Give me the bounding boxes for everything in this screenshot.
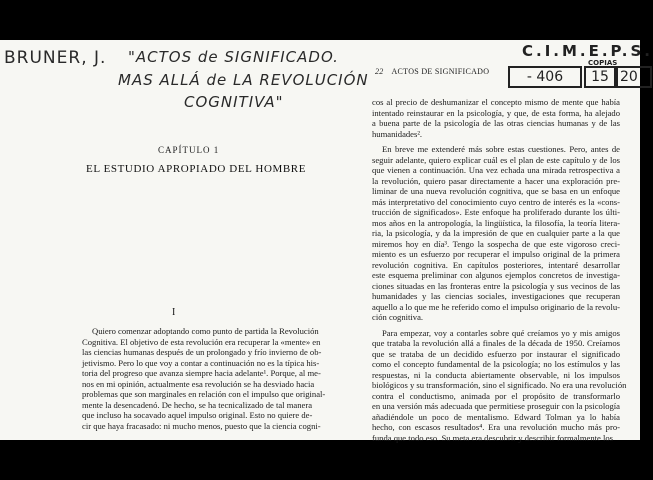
text-line: añadiéndole un poco de mentalismo. Edward Tolman ya lo había: [372, 411, 620, 422]
text-line: nos en mi opinión, actualmente esa revolución se ha desviado hacia: [82, 378, 315, 389]
text-line: ciones situadas en las fronteras entre la psicología y sus vecinos de las: [372, 280, 620, 291]
text-line: más interpretativo del conocimiento cuyo centro de interés es la «cons-: [372, 196, 620, 207]
stamp-cell-copies: 15: [584, 66, 616, 88]
text-line: intentado reinstaurar en la psicología, y que, de esta forma, ha alejado: [372, 107, 620, 118]
text-line: biológicos y su transformación, sino el significado. No era una revolución: [372, 380, 627, 390]
text-line: trucción de significados». Este enfoque ha proliferado durante los últi-: [372, 207, 620, 217]
text-line: a buena parte de la psicología de las otras ciencias humanas y de las: [372, 118, 620, 128]
text-line: que trataba la revolución allá a finales de la década de 1950. Creíamos: [372, 338, 620, 348]
text-line: Para empezar, voy a contarles sobre qué creíamos yo y mis amigos: [382, 327, 620, 338]
text-line: humanidades².: [372, 128, 423, 139]
text-line: en una versión más adecuada que permitiese proseguir con la psicología: [372, 401, 620, 411]
text-line: mos años en la antropología, la lingüística, la filosofía, la teoría litera-: [372, 217, 620, 228]
chapter-title: EL ESTUDIO APROPIADO DEL HOMBRE: [86, 163, 307, 175]
text-line: humanidades y las ciencias sociales, investigaciones que recuperan: [372, 291, 620, 301]
text-line: miento es un esfuerzo por recuperar el impulso original de la primera: [372, 249, 620, 259]
text-line: miremos hoy en día³. Tengo la sospecha de que este vigoroso creci-: [372, 238, 620, 249]
text-line: mente la desencadenó. De hecho, se ha tecnicalizado de tal manera: [82, 399, 313, 410]
section-number: I: [172, 307, 176, 318]
left-column-text: [82, 326, 326, 431]
text-line: seguir adelante, quiero explicar cuál es el plan de este capítulo y de los: [372, 154, 620, 165]
text-line: las ciencias humanas después de un prolongado y frío invierno de ob-: [82, 347, 322, 357]
text-line: toria del progreso que avanza siempre hacia adelante¹. Porque, al me-: [82, 368, 321, 378]
text-line: como el concepto fundamental de la psicología; no los estímulos y las: [372, 359, 620, 369]
running-head: [375, 67, 489, 76]
text-line: ria, la psicología, y da la impresión de que en cualquier parte a la que: [372, 228, 620, 238]
copias-stamp-box: [508, 59, 640, 85]
handwritten-title-line-3: COGNITIVA": [184, 93, 284, 111]
handwritten-title-line-1: "ACTOS de SIGNIFICADO.: [128, 48, 339, 66]
text-line: funda que todo eso. Su meta era descubrir y describir formalmente los: [372, 432, 614, 443]
text-line: problemas que son marginales en relación con el impulso que original-: [82, 389, 326, 399]
scanned-page: [0, 40, 653, 443]
page-number: 22: [375, 67, 384, 76]
text-line: que se trataba de un decidido esfuerzo por instaurar el significado: [372, 348, 620, 359]
stamp-cell-code: - 406: [508, 66, 582, 88]
text-line: contra el conductismo, animada por el propósito de transformarlo: [372, 390, 620, 401]
text-line: cir que haya fracasado: ni mucho menos, puesto que la ciencia cogni-: [82, 420, 321, 431]
text-line: aquello a lo que me he referido como el impulso originario de la revolu-: [372, 301, 620, 312]
handwritten-title-line-2: MAS ALLÁ de LA REVOLUCIÓN: [118, 71, 369, 89]
text-line: En breve me extenderé más sobre estas cuestiones. Pero, antes de: [382, 144, 620, 154]
text-line: liminar de una nueva revolución cognitiva, que se basa en un enfoque: [372, 186, 620, 196]
text-line: respuestas, ni la conducta abiertamente observable, ni los impulsos: [372, 369, 620, 380]
library-stamp-label: C.I.M.E.P.S.: [522, 42, 653, 60]
text-line: revolución cognitiva. En capítulos posteriores, intentaré desarrollar: [372, 259, 620, 270]
text-line: ción cognitiva.: [372, 312, 424, 322]
chapter-label: CAPÍTULO 1: [158, 145, 220, 155]
text-line: la revolución, quiero pasar directamente a hacer una exploración pre-: [372, 175, 620, 186]
text-line: que vienen a continuación. Una vez echada una mirada retrospectiva a: [372, 165, 620, 175]
handwritten-author: BRUNER, J.: [4, 48, 107, 68]
running-head-title: ACTOS DE SIGNIFICADO: [391, 67, 490, 76]
copias-label: COPIAS: [588, 59, 618, 67]
text-line: Quiero comenzar adoptando como punto de partida la Revolución: [92, 326, 319, 336]
text-line: jetivismo. Pero lo que voy a contar a continuación no es la típica his-: [82, 357, 320, 368]
text-line: cos al precio de deshumanizar el concepto mismo de mente que había: [372, 97, 620, 107]
text-line: este esquema preliminar con algunos ejemplos concretos de investiga-: [372, 270, 620, 280]
stamp-cell-extra: 20: [616, 66, 652, 88]
text-line: Cognitiva. El objetivo de esta revolución era recuperar la «mente» en: [82, 336, 321, 347]
text-line: hecho, con escasos resultados⁴. Era una revolución mucho más pro-: [372, 422, 620, 432]
right-column-text: [372, 97, 627, 443]
text-line: que incluso ha socavado aquel impulso original. Esto no quiere de-: [82, 410, 313, 420]
